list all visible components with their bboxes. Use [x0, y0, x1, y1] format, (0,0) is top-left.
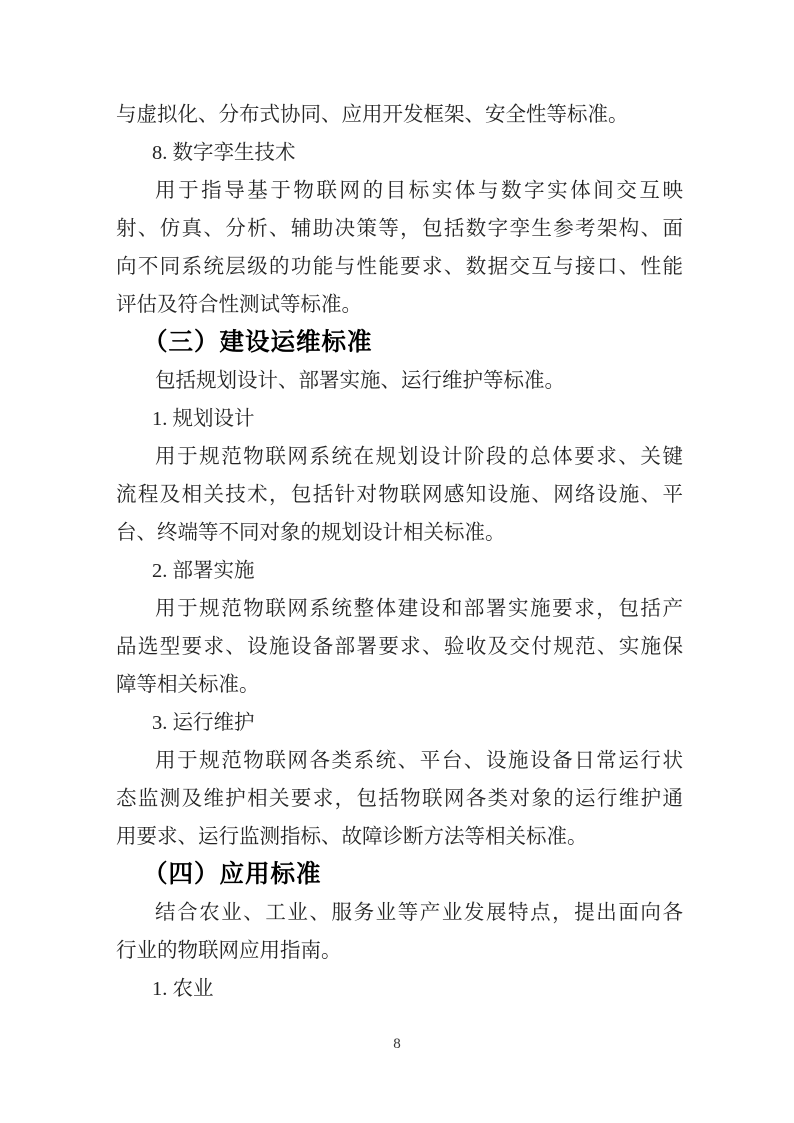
section-heading: [116, 856, 683, 894]
text-line: 3. 运行维护: [152, 712, 255, 734]
text-line: 1. 规划设计: [152, 408, 255, 430]
page-number: 8: [393, 1036, 401, 1052]
text-line: 8. 数字孪生技术: [152, 142, 296, 164]
text-line: 向不同系统层级的功能与性能要求、数据交互与接口、性能: [116, 256, 683, 278]
paragraph: [116, 742, 683, 856]
text-line: 用于规范物联网系统整体建设和部署实施要求，包括产: [155, 598, 683, 620]
text-line: 评估及符合性测试等标准。: [116, 294, 362, 316]
text-line: 用于规范物联网各类系统、平台、设施设备日常运行状: [155, 750, 683, 772]
numbered-item: [116, 970, 683, 1008]
text-line: 流程及相关技术，包括针对物联网感知设施、网络设施、平: [116, 484, 683, 506]
numbered-item: [116, 552, 683, 590]
section-heading: [116, 324, 683, 362]
text-line: 包括规划设计、部署实施、运行维护等标准。: [155, 370, 565, 392]
text-line: 用要求、运行监测指标、故障诊断方法等相关标准。: [116, 826, 588, 848]
paragraph: [116, 96, 683, 134]
text-line: 行业的物联网应用指南。: [116, 940, 342, 962]
text-line: （四）应用标准: [143, 861, 322, 888]
text-line: 结合农业、工业、服务业等产业发展特点，提出面向各: [155, 902, 683, 924]
text-line: 1. 农业: [152, 978, 214, 1000]
numbered-item: [116, 704, 683, 742]
numbered-item: [116, 134, 683, 172]
document-body: [116, 96, 683, 1008]
paragraph: [116, 590, 683, 704]
paragraph: [116, 894, 683, 970]
text-line: 态监测及维护相关要求，包括物联网各类对象的运行维护通: [116, 788, 683, 810]
paragraph: [116, 438, 683, 552]
text-line: 与虚拟化、分布式协同、应用开发框架、安全性等标准。: [116, 104, 629, 126]
text-line: （三）建设运维标准: [143, 329, 373, 356]
paragraph: [116, 362, 683, 400]
text-line: 障等相关标准。: [116, 674, 260, 696]
text-line: 台、终端等不同对象的规划设计相关标准。: [116, 522, 506, 544]
text-line: 2. 部署实施: [152, 560, 255, 582]
text-line: 用于规范物联网系统在规划设计阶段的总体要求、关键: [155, 446, 683, 468]
text-line: 用于指导基于物联网的目标实体与数字实体间交互映: [155, 180, 683, 202]
text-line: 品选型要求、设施设备部署要求、验收及交付规范、实施保: [116, 636, 683, 658]
paragraph: [116, 172, 683, 324]
text-line: 射、仿真、分析、辅助决策等，包括数字孪生参考架构、面: [116, 218, 683, 240]
numbered-item: [116, 400, 683, 438]
